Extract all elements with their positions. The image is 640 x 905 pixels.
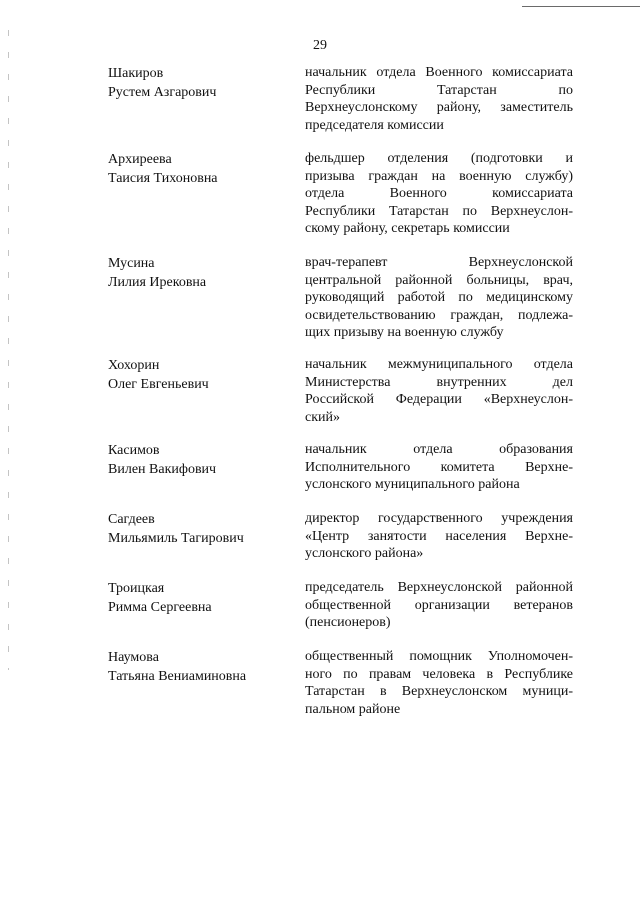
member-given-names: Татьяна Вениаминовна <box>108 669 247 684</box>
member-surname: Архиреева <box>108 152 172 167</box>
role-line: руководящий работой по медицинскому <box>305 290 573 306</box>
member-role <box>305 356 573 426</box>
member-name <box>108 510 298 548</box>
member-role <box>305 441 573 494</box>
member-given-names: Олег Евгеньевич <box>108 377 209 392</box>
member-role <box>305 64 573 134</box>
role-line: освидетельствованию граждан, подлежа- <box>305 307 573 323</box>
role-line: ного по правам человека в Республике <box>305 666 573 682</box>
member-name <box>108 64 298 102</box>
member-surname: Наумова <box>108 650 159 665</box>
role-line: пальном районе <box>305 701 401 717</box>
member-given-names: Лилия Ирековна <box>108 275 207 290</box>
role-line: директор государственного учреждения <box>305 511 573 526</box>
member-given-names: Таисия Тихоновна <box>108 171 218 186</box>
member-name <box>108 150 298 188</box>
member-surname: Хохорин <box>108 358 160 373</box>
role-line: ский» <box>305 409 340 425</box>
member-role <box>305 648 573 718</box>
role-line: скому району, секретарь комиссии <box>305 221 510 237</box>
member-surname: Мусина <box>108 256 155 271</box>
role-line: фельдшер отделения (подготовки и <box>305 151 573 166</box>
page-number: 29 <box>313 38 327 53</box>
member-name <box>108 579 298 617</box>
role-line: общественной организации ветеранов <box>305 597 573 613</box>
member-surname: Шакиров <box>108 66 164 81</box>
role-line: Российской Федерации «Верхнеуслон- <box>305 392 573 408</box>
role-line: центральной районной больницы, врач, <box>305 272 573 288</box>
member-name <box>108 648 298 686</box>
role-line: услонского района» <box>305 546 424 562</box>
member-given-names: Римма Сергеевна <box>108 600 212 615</box>
role-line: Министерства внутренних дел <box>305 374 573 390</box>
member-given-names: Мильямиль Тагирович <box>108 531 244 546</box>
member-name <box>108 254 298 292</box>
role-line: отдела Военного комиссариата <box>305 186 573 202</box>
member-surname: Троицкая <box>108 581 165 596</box>
member-name <box>108 356 298 394</box>
role-line: врач-терапевт Верхнеуслонской <box>305 255 573 270</box>
role-line: председатель Верхнеуслонской районной <box>305 580 573 595</box>
role-line: Исполнительного комитета Верхне- <box>305 459 573 475</box>
role-line: председателя комиссии <box>305 117 444 133</box>
member-role <box>305 579 573 632</box>
role-line: призыва граждан на военную службу) <box>305 168 573 184</box>
role-line: общественный помощник Уполномочен- <box>305 649 573 664</box>
role-line: начальник отдела Военного комиссариата <box>305 65 573 80</box>
role-line: «Центр занятости населения Верхне- <box>305 528 573 544</box>
role-line: Татарстан в Верхнеуслонском муници- <box>305 684 573 700</box>
member-surname: Касимов <box>108 443 160 458</box>
role-line: Верхнеуслонскому району, заместитель <box>305 100 573 116</box>
member-given-names: Вилен Вакифович <box>108 462 217 477</box>
member-given-names: Рустем Азгарович <box>108 85 217 100</box>
role-line: услонского муниципального района <box>305 477 520 493</box>
member-role <box>305 150 573 238</box>
member-name <box>108 441 298 479</box>
member-role <box>305 254 573 342</box>
member-role <box>305 510 573 563</box>
role-line: щих призыву на военную службу <box>305 325 504 341</box>
role-line: (пенсионеров) <box>305 615 391 631</box>
role-line: начальник межмуниципального отдела <box>305 357 573 372</box>
role-line: Республики Татарстан по Верхнеуслон- <box>305 203 573 219</box>
role-line: Республики Татарстан по <box>305 82 573 98</box>
member-surname: Сагдеев <box>108 512 155 527</box>
role-line: начальник отдела образования <box>305 442 573 457</box>
